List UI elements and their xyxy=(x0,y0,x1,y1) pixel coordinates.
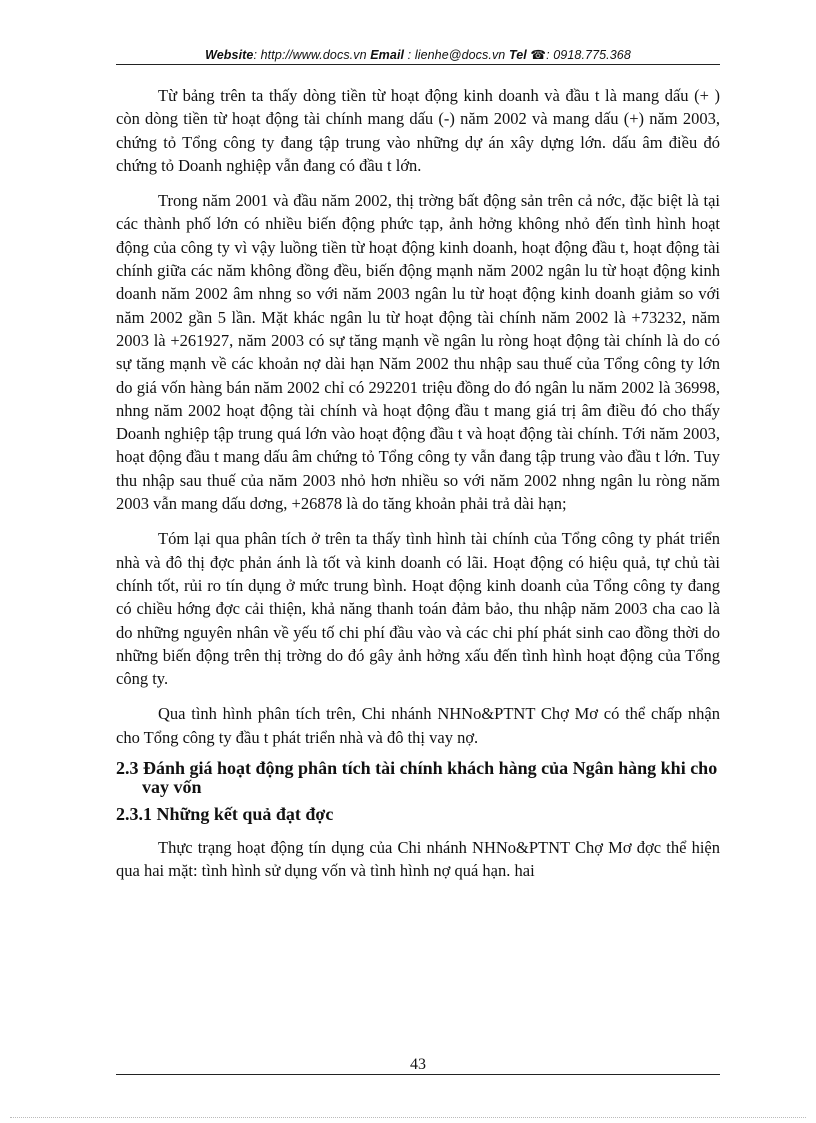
phone-icon: ☎ xyxy=(530,48,547,62)
tel-value: : 0918.775.368 xyxy=(546,48,631,62)
paragraph-2: Trong năm 2001 và đầu năm 2002, thị trờng bất động sản trên cả nớc, đặc biệt là tại các thành phố lớn có nhiều biến động phức tạp, ảnh hởng không nhỏ đến tình hình hoạt động của công ty vì vậy luồng tiền từ hoạt động kinh doanh, hoạt động đầu t, hoạt động tài chính giữa các năm không đồng đều, biến động mạnh năm 2002 ngân lu từ hoạt động kinh doanh năm 2002 âm nhng so với năm 2003 ngân lu từ hoạt động kinh doanh giảm so với năm 2002 gần 5 lần. Mặt khác ngân lu từ hoạt động tài chính năm 2002 là +73232, năm 2003 là +261927, năm 2003 có sự tăng mạnh về ngân lu ròng hoạt động tài chính là do có sự tăng mạnh về các khoản nợ dài hạn Năm 2002 thu nhập sau thuế của Tổng công ty lớn do giá vốn hàng bán năm 2002 chỉ có 292201 triệu đồng do đó ngân lu năm 2002 là 36998, nhng năm 2002 hoạt động tài chính và hoạt động đầu t mang giá trị âm điều đó cho thấy Doanh nghiệp tập trung quá lớn vào hoạt động đầu t và hoạt động tài chính. Tới năm 2003, hoạt động đầu t mang dấu âm chứng tỏ Tổng công ty vẫn đang tập trung vào đầu t lớn. Tuy thu nhập sau thuế của năm 2003 nhỏ hơn nhiều so với năm 2002 nhng ngân lu ròng năm 2003 vẫn mang dấu dơng, +26878 là do tăng khoản phải trả dài hạn; xyxy=(116,191,720,514)
page-header xyxy=(116,47,720,62)
tel-label: Tel xyxy=(508,48,527,62)
page-content xyxy=(116,84,720,883)
header-rule xyxy=(116,64,720,65)
footer-rule xyxy=(116,1074,720,1075)
website-label: Website xyxy=(205,48,254,62)
section-heading: 2.3 Đánh giá hoạt động phân tích tài chính khách hàng của Ngân hàng khi cho vay vốn xyxy=(116,758,718,798)
page-bottom-border xyxy=(10,1117,806,1118)
website-value: : http://www.docs.vn xyxy=(253,48,367,62)
email-label: Email xyxy=(370,48,405,62)
paragraph-5: Thực trạng hoạt động tín dụng của Chi nhánh NHNo&PTNT Chợ Mơ đợc thể hiện qua hai mặt: tình hình sử dụng vốn và tình hình nợ quá hạn. hai xyxy=(116,838,720,881)
email-value: : lienhe@docs.vn xyxy=(407,48,506,62)
paragraph-1: Từ bảng trên ta thấy dòng tiền từ hoạt động kinh doanh và đầu t là mang dấu (+ ) còn dòng tiền từ hoạt động tài chính mang dấu (-) năm 2002 và mang dấu (+) năm 2003, chứng tỏ Tổng công ty đang tập trung vào những dự án xây dựng lớn. dấu âm điều đó chứng tỏ Doanh nghiệp vẫn đang có đầu t lớn. xyxy=(116,86,720,175)
paragraph-4: Qua tình hình phân tích trên, Chi nhánh NHNo&PTNT Chợ Mơ có thể chấp nhận cho Tổng công ty đầu t phát triển nhà và đô thị vay nợ. xyxy=(116,704,720,747)
subsection-heading: 2.3.1 Những kết quả đạt đợc xyxy=(116,804,334,825)
paragraph-3: Tóm lại qua phân tích ở trên ta thấy tình hình tài chính của Tổng công ty phát triển nhà và đô thị đợc phản ánh là tốt và kinh doanh có lãi. Hoạt động có hiệu quả, tự chủ tài chính tốt, rủi ro tín dụng ở mức trung bình. Hoạt động kinh doanh của Tổng công ty đang có chiều hớng đợc cải thiện, khả năng thanh toán đảm bảo, thu nhập năm 2003 cha cao là do những nguyên nhân về yếu tố chi phí đầu vào và các chi phí phát sinh cao đồng thời do những biến động trên thị trờng do đó gây ảnh hởng xấu đến tình hình hoạt động của Tổng công ty. xyxy=(116,529,720,689)
page-number: 43 xyxy=(410,1056,426,1073)
